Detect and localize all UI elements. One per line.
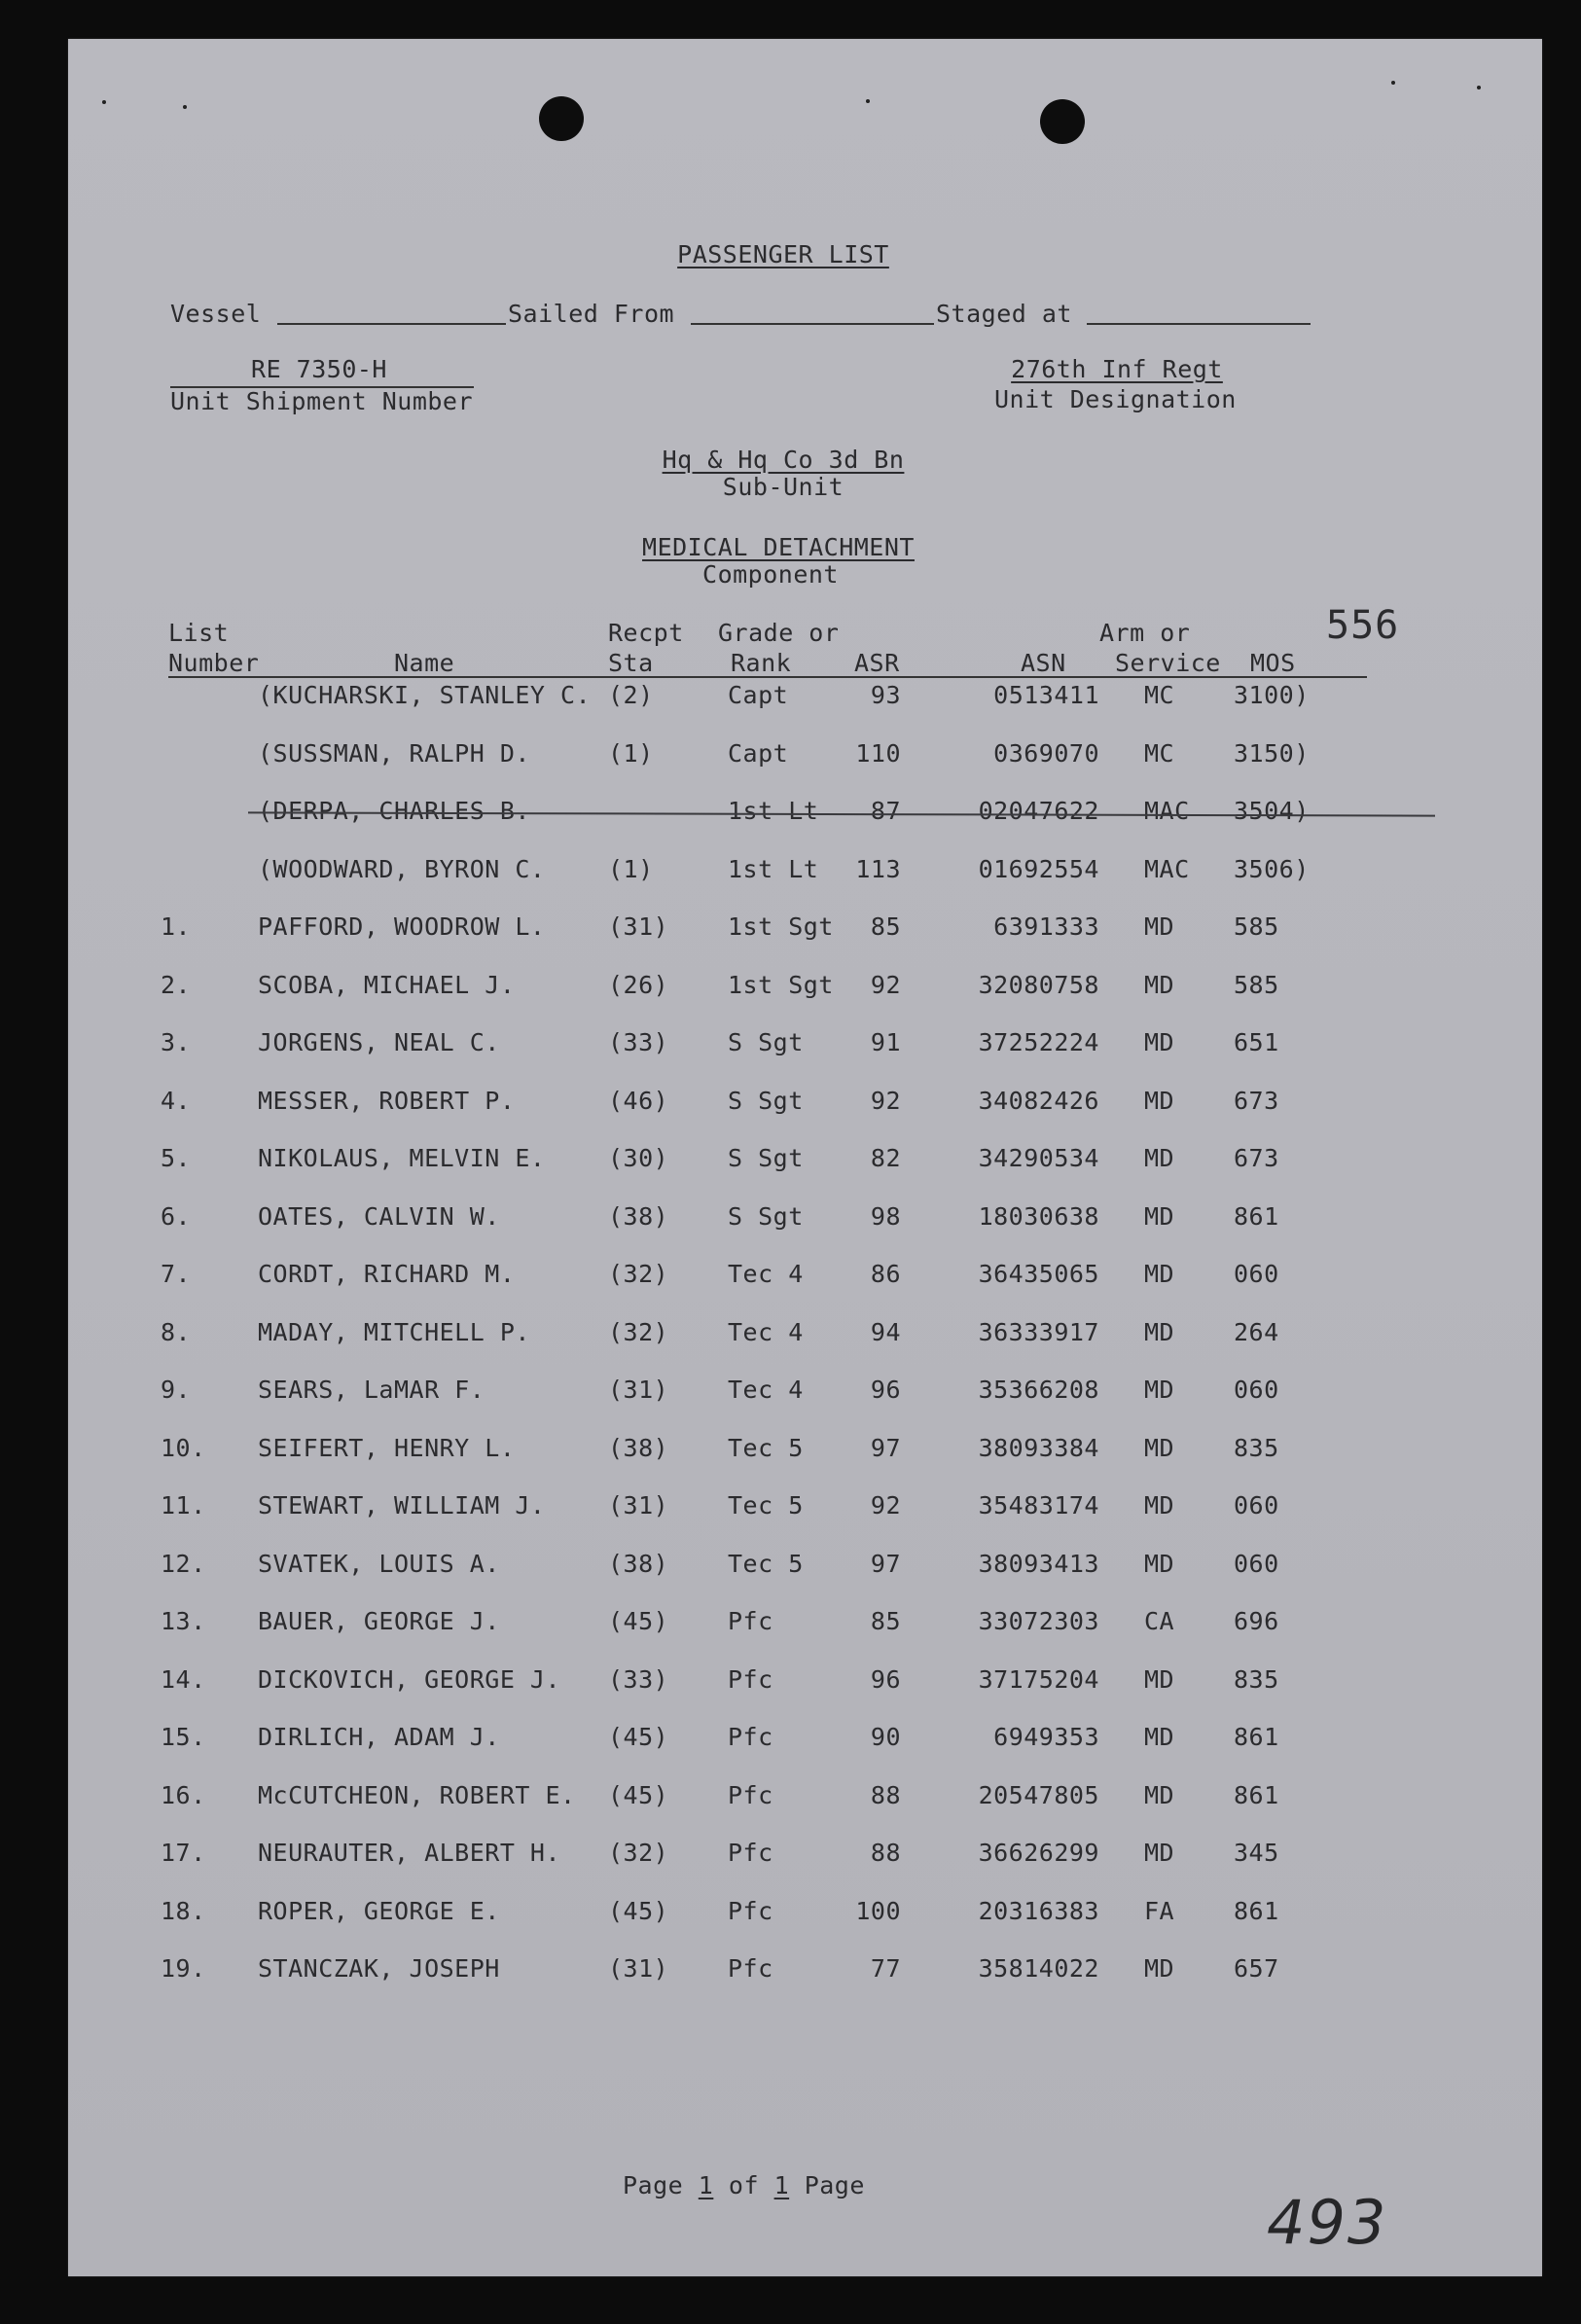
row-mos: 3100) (1234, 681, 1310, 709)
speck (1477, 86, 1481, 89)
page-footer-suffix: Page (804, 2171, 865, 2199)
row-asn: 38093384 (978, 1433, 1099, 1462)
table-row (68, 797, 1542, 836)
row-arm-service: MD (1144, 1433, 1175, 1462)
row-asr: 110 (855, 738, 901, 768)
row-name: (WOODWARD, BYRON C. (258, 854, 546, 883)
row-name: SCOBA, MICHAEL J. (258, 970, 516, 999)
row-asr: 86 (870, 1260, 901, 1288)
row-asn: 36435065 (978, 1260, 1099, 1288)
table-row (68, 1144, 1542, 1183)
row-name: SEIFERT, HENRY L. (258, 1433, 516, 1462)
row-asr: 100 (855, 1896, 901, 1925)
row-asn: 20316383 (978, 1896, 1099, 1925)
row-asn: 35366208 (978, 1376, 1099, 1404)
row-grade-rank: Pfc (728, 1780, 773, 1809)
row-grade-rank: S Sgt (728, 1144, 804, 1172)
row-asr: 92 (870, 970, 901, 999)
row-mos: 3150) (1234, 738, 1310, 768)
row-mos: 3506) (1234, 854, 1310, 883)
row-asr: 88 (870, 1839, 901, 1867)
row-number: 9. (161, 1376, 192, 1404)
row-arm-service: MD (1144, 912, 1175, 941)
row-asn: 6391333 (993, 912, 1099, 941)
page-footer-of: of (728, 2171, 760, 2199)
header-mos: MOS (1250, 649, 1296, 677)
row-arm-service: MD (1144, 970, 1175, 999)
row-asr: 77 (870, 1954, 901, 1983)
row-grade-rank: Pfc (728, 1607, 773, 1635)
row-arm-service: MD (1144, 1491, 1175, 1520)
row-mos: 696 (1234, 1607, 1279, 1635)
row-name: PAFFORD, WOODROW L. (258, 912, 546, 941)
row-arm-service: MAC (1144, 854, 1190, 883)
row-arm-service: FA (1144, 1896, 1175, 1925)
row-arm-service: CA (1144, 1607, 1175, 1635)
row-name: OATES, CALVIN W. (258, 1201, 500, 1231)
row-number: 18. (161, 1896, 206, 1925)
vessel-blank (277, 323, 506, 325)
row-recpt-sta: (1) (608, 854, 654, 883)
table-row (68, 1897, 1542, 1936)
row-name: NEURAUTER, ALBERT H. (258, 1839, 561, 1867)
row-arm-service: MD (1144, 1317, 1175, 1346)
row-recpt-sta: (38) (608, 1433, 669, 1462)
punch-hole-right (1040, 99, 1085, 144)
page-number: 1 (698, 2171, 714, 2199)
row-recpt-sta: (38) (608, 1201, 669, 1231)
table-row (68, 1318, 1542, 1357)
row-asr: 98 (870, 1201, 901, 1231)
staged-at-blank (1087, 323, 1311, 325)
row-recpt-sta: (31) (608, 1954, 669, 1983)
row-number: 14. (161, 1664, 206, 1694)
row-number: 19. (161, 1954, 206, 1983)
row-number: 3. (161, 1028, 192, 1056)
row-arm-service: MC (1144, 738, 1175, 768)
component-label: Component (702, 560, 839, 589)
row-number: 17. (161, 1839, 206, 1867)
row-name: ROPER, GEORGE E. (258, 1896, 500, 1925)
row-grade-rank: 1st Lt (728, 854, 819, 883)
row-asr: 94 (870, 1317, 901, 1346)
row-asn: 01692554 (978, 854, 1099, 883)
row-grade-rank: 1st Sgt (728, 970, 834, 999)
row-grade-rank: Capt (728, 681, 789, 709)
table-row (68, 1028, 1542, 1067)
row-number: 7. (161, 1260, 192, 1288)
row-recpt-sta: (38) (608, 1549, 669, 1578)
speck (866, 99, 870, 103)
row-mos: 673 (1234, 1144, 1279, 1172)
sailed-from-label: Sailed From (508, 300, 675, 328)
row-number: 15. (161, 1723, 206, 1751)
row-grade-rank: S Sgt (728, 1201, 804, 1231)
row-grade-rank: Tec 5 (728, 1433, 804, 1462)
row-grade-rank: Tec 4 (728, 1376, 804, 1404)
row-asn: 34082426 (978, 1086, 1099, 1115)
row-asr: 97 (870, 1433, 901, 1462)
header-arm-2: Service (1115, 649, 1221, 677)
row-recpt-sta: (31) (608, 1376, 669, 1404)
speck (1391, 81, 1395, 85)
row-recpt-sta: (45) (608, 1780, 669, 1809)
row-name: (KUCHARSKI, STANLEY C. (258, 681, 592, 709)
row-recpt-sta: (31) (608, 1491, 669, 1520)
row-name: (SUSSMAN, RALPH D. (258, 738, 530, 768)
table-row (68, 1087, 1542, 1126)
row-asn: 0369070 (993, 738, 1099, 768)
table-row (68, 1723, 1542, 1762)
row-number: 4. (161, 1086, 192, 1115)
table-row (68, 971, 1542, 1010)
header-asn: ASN (1021, 649, 1066, 677)
row-mos: 861 (1234, 1201, 1279, 1231)
row-number: 8. (161, 1317, 192, 1346)
header-recpt-2: Sta (608, 649, 654, 677)
row-asn: 6949353 (993, 1723, 1099, 1751)
row-asr: 97 (870, 1549, 901, 1578)
vessel-label: Vessel (170, 300, 262, 328)
row-asn: 34290534 (978, 1144, 1099, 1172)
sailed-from-blank (691, 323, 934, 325)
row-asr: 113 (855, 854, 901, 883)
row-name: MADAY, MITCHELL P. (258, 1317, 530, 1346)
table-row (68, 1839, 1542, 1877)
row-number: 1. (161, 912, 192, 941)
unit-shipment-number: RE 7350-H (251, 355, 387, 383)
row-asn: 37252224 (978, 1028, 1099, 1056)
row-recpt-sta: (46) (608, 1086, 669, 1115)
row-asr: 92 (870, 1086, 901, 1115)
unit-designation-label: Unit Designation (994, 385, 1237, 413)
row-grade-rank: Tec 4 (728, 1317, 804, 1346)
row-mos: 264 (1234, 1317, 1279, 1346)
row-asn: 38093413 (978, 1549, 1099, 1578)
page-total: 1 (773, 2171, 790, 2199)
header-list-2: Number (168, 649, 260, 677)
row-mos: 657 (1234, 1954, 1279, 1983)
row-arm-service: MD (1144, 1260, 1175, 1288)
row-recpt-sta: (32) (608, 1839, 669, 1867)
row-recpt-sta: (45) (608, 1723, 669, 1751)
row-arm-service: MD (1144, 1780, 1175, 1809)
row-recpt-sta: (32) (608, 1260, 669, 1288)
header-recpt-1: Recpt (608, 619, 684, 647)
staged-at-label: Staged at (936, 300, 1072, 328)
row-recpt-sta: (2) (608, 681, 654, 709)
header-underline (168, 676, 1367, 678)
row-arm-service: MD (1144, 1086, 1175, 1115)
row-name: (DERPA, CHARLES B. (258, 797, 530, 825)
row-asr: 85 (870, 912, 901, 941)
row-grade-rank: Tec 4 (728, 1260, 804, 1288)
row-recpt-sta: (33) (608, 1028, 669, 1056)
speck (102, 100, 106, 104)
row-asr: 93 (870, 681, 901, 709)
row-asn: 36626299 (978, 1839, 1099, 1867)
row-name: SEARS, LaMAR F. (258, 1376, 485, 1404)
header-list-1: List (168, 619, 230, 647)
row-arm-service: MD (1144, 1723, 1175, 1751)
row-mos: 3504) (1234, 797, 1310, 825)
row-mos: 060 (1234, 1260, 1279, 1288)
row-recpt-sta: (30) (608, 1144, 669, 1172)
table-row (68, 1491, 1542, 1530)
row-arm-service: MD (1144, 1144, 1175, 1172)
page-footer-prefix: Page (623, 2171, 684, 2199)
table-row (68, 855, 1542, 894)
row-name: NIKOLAUS, MELVIN E. (258, 1144, 546, 1172)
row-grade-rank: 1st Lt (728, 797, 819, 825)
row-recpt-sta: (31) (608, 912, 669, 941)
row-asr: 90 (870, 1723, 901, 1751)
table-row (68, 681, 1542, 720)
header-asr: ASR (854, 649, 900, 677)
row-asr: 91 (870, 1028, 901, 1056)
row-arm-service: MD (1144, 1376, 1175, 1404)
row-mos: 060 (1234, 1549, 1279, 1578)
row-name: McCUTCHEON, ROBERT E. (258, 1780, 576, 1809)
row-mos: 861 (1234, 1896, 1279, 1925)
row-recpt-sta: (45) (608, 1896, 669, 1925)
table-row (68, 1665, 1542, 1704)
row-grade-rank: Pfc (728, 1896, 773, 1925)
row-grade-rank: Pfc (728, 1664, 773, 1694)
row-mos: 585 (1234, 970, 1279, 999)
row-mos: 345 (1234, 1839, 1279, 1867)
row-grade-rank: S Sgt (728, 1086, 804, 1115)
row-name: STEWART, WILLIAM J. (258, 1491, 546, 1520)
handwritten-number: 493 (1267, 2187, 1388, 2258)
row-grade-rank: Pfc (728, 1723, 773, 1751)
row-asr: 82 (870, 1144, 901, 1172)
table-row (68, 912, 1542, 951)
row-name: STANCZAK, JOSEPH (258, 1954, 500, 1983)
row-grade-rank: Pfc (728, 1954, 773, 1983)
row-arm-service: MD (1144, 1664, 1175, 1694)
row-arm-service: MD (1144, 1549, 1175, 1578)
row-asn: 37175204 (978, 1664, 1099, 1694)
row-mos: 861 (1234, 1780, 1279, 1809)
row-recpt-sta: (33) (608, 1664, 669, 1694)
component: MEDICAL DETACHMENT (642, 533, 915, 561)
sub-unit: Hq & Hq Co 3d Bn (662, 446, 905, 474)
row-asn: 18030638 (978, 1201, 1099, 1231)
row-grade-rank: 1st Sgt (728, 912, 834, 941)
row-recpt-sta: (32) (608, 1317, 669, 1346)
row-mos: 835 (1234, 1433, 1279, 1462)
table-row (68, 1260, 1542, 1299)
row-asn: 20547805 (978, 1780, 1099, 1809)
row-arm-service: MC (1144, 681, 1175, 709)
table-row (68, 1434, 1542, 1473)
speck (183, 105, 187, 109)
table-row (68, 1202, 1542, 1241)
row-number: 16. (161, 1780, 206, 1809)
row-recpt-sta: (45) (608, 1607, 669, 1635)
table-row (68, 1607, 1542, 1646)
row-arm-service: MD (1144, 1201, 1175, 1231)
row-grade-rank: Capt (728, 738, 789, 768)
row-recpt-sta: (26) (608, 970, 669, 999)
row-grade-rank: Tec 5 (728, 1549, 804, 1578)
row-recpt-sta: (1) (608, 738, 654, 768)
row-asn: 33072303 (978, 1607, 1099, 1635)
unit-shipment-number-label: Unit Shipment Number (170, 387, 474, 415)
row-asr: 85 (870, 1607, 901, 1635)
row-arm-service: MD (1144, 1028, 1175, 1056)
row-arm-service: MD (1144, 1954, 1175, 1983)
table-row (68, 1954, 1542, 1993)
row-asn: 35483174 (978, 1491, 1099, 1520)
row-asn: 32080758 (978, 970, 1099, 999)
row-asn: 36333917 (978, 1317, 1099, 1346)
table-row (68, 1550, 1542, 1589)
row-number: 10. (161, 1433, 206, 1462)
row-name: SVATEK, LOUIS A. (258, 1549, 500, 1578)
row-arm-service: MD (1144, 1839, 1175, 1867)
row-name: CORDT, RICHARD M. (258, 1260, 516, 1288)
row-grade-rank: Pfc (728, 1839, 773, 1867)
page-footer (623, 2171, 865, 2199)
row-asr: 88 (870, 1780, 901, 1809)
row-mos: 861 (1234, 1723, 1279, 1751)
header-grade-2: Rank (731, 649, 792, 677)
row-mos: 651 (1234, 1028, 1279, 1056)
row-mos: 835 (1234, 1664, 1279, 1694)
row-mos: 060 (1234, 1491, 1279, 1520)
header-grade-1: Grade or (718, 619, 840, 647)
row-number: 12. (161, 1549, 206, 1578)
row-number: 6. (161, 1201, 192, 1231)
row-asr: 87 (870, 797, 901, 825)
row-mos: 585 (1234, 912, 1279, 941)
row-asn: 0513411 (993, 681, 1099, 709)
document-title: PASSENGER LIST (677, 240, 889, 268)
unit-designation: 276th Inf Regt (1011, 355, 1223, 383)
table-row (68, 1781, 1542, 1820)
row-name: DIRLICH, ADAM J. (258, 1723, 500, 1751)
row-name: MESSER, ROBERT P. (258, 1086, 516, 1115)
row-number: 13. (161, 1607, 206, 1635)
row-asr: 96 (870, 1664, 901, 1694)
row-mos: 673 (1234, 1086, 1279, 1115)
row-arm-service: MAC (1144, 797, 1190, 825)
row-asn: 35814022 (978, 1954, 1099, 1983)
row-asn: 02047622 (978, 797, 1099, 825)
sub-unit-label: Sub-Unit (722, 473, 844, 501)
table-row (68, 739, 1542, 778)
row-name: BAUER, GEORGE J. (258, 1607, 500, 1635)
row-mos: 060 (1234, 1376, 1279, 1404)
document-page (68, 39, 1542, 2276)
row-grade-rank: S Sgt (728, 1028, 804, 1056)
corner-number: 556 (1326, 603, 1400, 648)
row-number: 5. (161, 1144, 192, 1172)
header-name: Name (394, 649, 455, 677)
row-number: 11. (161, 1491, 206, 1520)
row-name: JORGENS, NEAL C. (258, 1028, 500, 1056)
punch-hole-left (539, 96, 584, 141)
row-name: DICKOVICH, GEORGE J. (258, 1664, 561, 1694)
row-asr: 92 (870, 1491, 901, 1520)
header-arm-1: Arm or (1099, 619, 1191, 647)
table-row (68, 1376, 1542, 1414)
row-number: 2. (161, 970, 192, 999)
row-grade-rank: Tec 5 (728, 1491, 804, 1520)
row-asr: 96 (870, 1376, 901, 1404)
